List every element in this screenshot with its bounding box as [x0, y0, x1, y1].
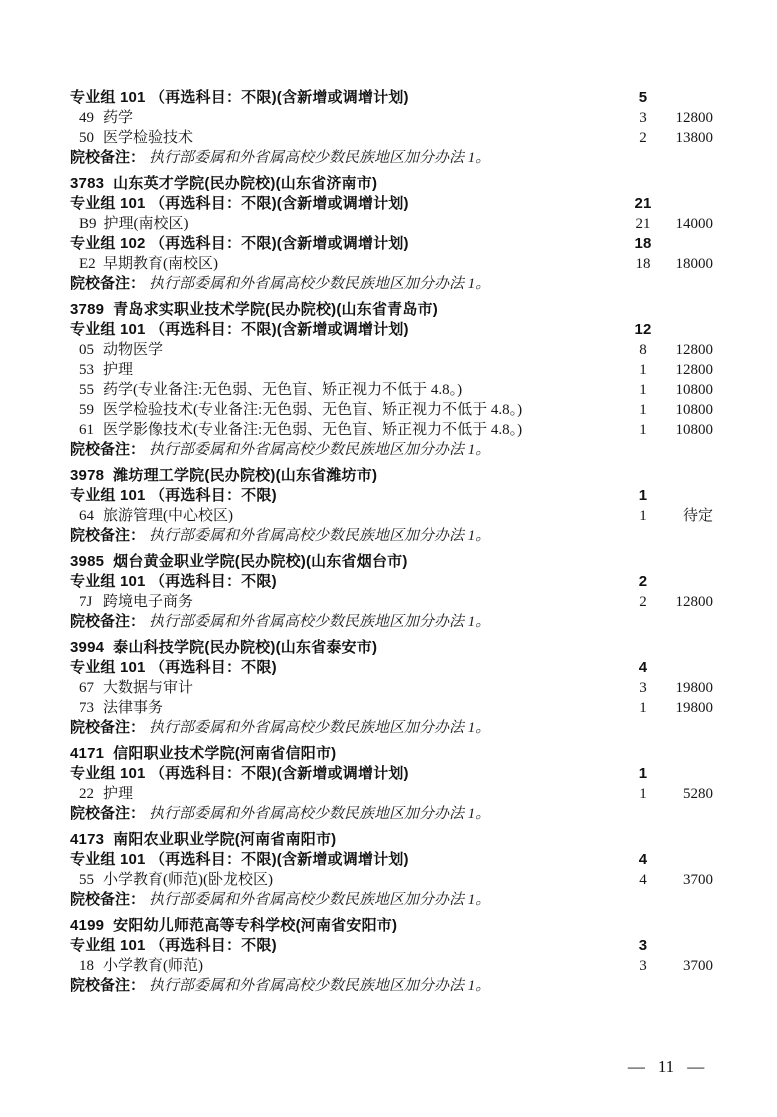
major-tuition-fee: 10800	[675, 402, 713, 418]
school-header-row	[70, 174, 715, 194]
major-name: 护理	[103, 362, 134, 378]
major-row	[70, 380, 715, 400]
major-tuition-fee: 12800	[675, 110, 713, 126]
major-name: 护理	[103, 786, 134, 802]
major-row	[70, 108, 715, 128]
group-plan-count: 2	[638, 573, 648, 590]
school-name: 安阳幼儿师范高等专科学校(河南省安阳市)	[113, 917, 398, 934]
major-name: 早期教育(南校区)	[103, 256, 218, 272]
major-code: 59	[79, 402, 94, 418]
major-row	[70, 870, 715, 890]
school-code: 3789	[70, 301, 105, 318]
major-plan-count: 1	[639, 422, 647, 438]
major-code: 53	[79, 362, 94, 378]
major-code: 7J	[79, 594, 93, 610]
school-name: 南阳农业职业学院(河南省南阳市)	[113, 831, 337, 848]
remark-label: 院校备注：	[70, 613, 146, 630]
school-remark-row	[70, 440, 715, 460]
major-row	[70, 784, 715, 804]
school-code: 4199	[70, 917, 105, 934]
group-plan-count: 21	[634, 195, 652, 212]
major-group-label: 专业组 101 （再选科目：不限)(含新增或调增计划)	[70, 195, 409, 212]
school-code: 3985	[70, 553, 105, 570]
school-name: 青岛求实职业技术学院(民办院校)(山东省青岛市)	[113, 301, 438, 318]
major-plan-count: 1	[639, 700, 647, 716]
admission-plan-list	[70, 88, 715, 996]
major-code: 73	[79, 700, 94, 716]
remark-text: 执行部委属和外省属高校少数民族地区加分办法 1。	[149, 806, 491, 822]
major-group-row	[70, 764, 715, 784]
major-group-label: 专业组 101 （再选科目：不限)	[70, 487, 277, 504]
major-name: 动物医学	[103, 342, 164, 358]
major-group-label: 专业组 101 （再选科目：不限)	[70, 659, 277, 676]
major-row	[70, 592, 715, 612]
major-tuition-fee: 19800	[675, 700, 713, 716]
major-group-label: 专业组 101 （再选科目：不限)	[70, 937, 277, 954]
major-plan-count: 2	[639, 594, 647, 610]
school-name: 山东英才学院(民办院校)(山东省济南市)	[113, 175, 378, 192]
group-plan-count: 1	[638, 487, 648, 504]
major-plan-count: 4	[639, 872, 647, 888]
major-group-label: 专业组 101 （再选科目：不限)(含新增或调增计划)	[70, 851, 409, 868]
major-group-label: 专业组 101 （再选科目：不限)(含新增或调增计划)	[70, 89, 409, 106]
major-name: 医学检验技术(专业备注:无色弱、无色盲、矫正视力不低于 4.8。)	[103, 402, 523, 418]
major-row	[70, 956, 715, 976]
major-code: 05	[79, 342, 94, 358]
school-remark-row	[70, 612, 715, 632]
major-code: 55	[79, 872, 94, 888]
school-remark-row	[70, 804, 715, 824]
remark-text: 执行部委属和外省属高校少数民族地区加分办法 1。	[149, 892, 491, 908]
major-tuition-fee: 13800	[675, 130, 713, 146]
school-header-row	[70, 466, 715, 486]
school-header-row	[70, 830, 715, 850]
major-plan-count: 21	[635, 216, 651, 232]
major-group-label: 专业组 101 （再选科目：不限)	[70, 573, 277, 590]
school-code: 3783	[70, 175, 105, 192]
major-group-label: 专业组 101 （再选科目：不限)(含新增或调增计划)	[70, 321, 409, 338]
major-name: 护理(南校区)	[103, 216, 189, 232]
group-plan-count: 18	[634, 235, 652, 252]
footer-dash-right: —	[687, 1057, 705, 1076]
remark-label: 院校备注：	[70, 275, 146, 292]
major-tuition-fee: 待定	[682, 508, 713, 524]
major-group-row	[70, 486, 715, 506]
major-plan-count: 1	[639, 362, 647, 378]
major-tuition-fee: 12800	[675, 342, 713, 358]
group-plan-count: 1	[638, 765, 648, 782]
group-plan-count: 12	[634, 321, 652, 338]
school-remark-row	[70, 274, 715, 294]
major-plan-count: 18	[635, 256, 651, 272]
major-name: 药学	[103, 110, 134, 126]
major-plan-count: 3	[639, 680, 647, 696]
school-header-row	[70, 300, 715, 320]
remark-label: 院校备注：	[70, 719, 146, 736]
school-code: 3978	[70, 467, 105, 484]
major-code: 49	[79, 110, 94, 126]
school-remark-row	[70, 890, 715, 910]
footer-dash-left: —	[627, 1057, 645, 1076]
major-row	[70, 254, 715, 274]
remark-label: 院校备注：	[70, 441, 146, 458]
major-name: 法律事务	[103, 700, 164, 716]
remark-label: 院校备注：	[70, 977, 146, 994]
remark-text: 执行部委属和外省属高校少数民族地区加分办法 1。	[149, 978, 491, 994]
school-code: 4173	[70, 831, 105, 848]
major-group-row	[70, 936, 715, 956]
school-remark-row	[70, 148, 715, 168]
major-tuition-fee: 10800	[675, 422, 713, 438]
major-tuition-fee: 3700	[683, 958, 713, 974]
major-plan-count: 1	[639, 508, 647, 524]
school-name: 烟台黄金职业学院(民办院校)(山东省烟台市)	[113, 553, 408, 570]
remark-text: 执行部委属和外省属高校少数民族地区加分办法 1。	[149, 720, 491, 736]
major-code: 50	[79, 130, 94, 146]
major-group-row	[70, 658, 715, 678]
school-code: 4171	[70, 745, 105, 762]
remark-text: 执行部委属和外省属高校少数民族地区加分办法 1。	[149, 614, 491, 630]
major-name: 医学影像技术(专业备注:无色弱、无色盲、矫正视力不低于 4.8。)	[103, 422, 523, 438]
major-group-row	[70, 320, 715, 340]
major-row	[70, 698, 715, 718]
major-row	[70, 214, 715, 234]
major-row	[70, 678, 715, 698]
group-plan-count: 4	[638, 851, 648, 868]
school-code: 3994	[70, 639, 105, 656]
school-remark-row	[70, 718, 715, 738]
major-plan-count: 1	[639, 382, 647, 398]
major-row	[70, 400, 715, 420]
major-code: B9	[79, 216, 97, 232]
major-group-label: 专业组 101 （再选科目：不限)(含新增或调增计划)	[70, 765, 409, 782]
major-plan-count: 8	[639, 342, 647, 358]
group-plan-count: 5	[638, 89, 648, 106]
major-row	[70, 420, 715, 440]
major-plan-count: 3	[639, 958, 647, 974]
major-tuition-fee: 5280	[683, 786, 713, 802]
major-code: 55	[79, 382, 94, 398]
remark-label: 院校备注：	[70, 891, 146, 908]
major-group-row	[70, 234, 715, 254]
major-group-row	[70, 88, 715, 108]
major-plan-count: 3	[639, 110, 647, 126]
major-code: 67	[79, 680, 94, 696]
group-plan-count: 3	[638, 937, 648, 954]
school-name: 泰山科技学院(民办院校)(山东省泰安市)	[113, 639, 378, 656]
major-code: 22	[79, 786, 94, 802]
major-tuition-fee: 19800	[675, 680, 713, 696]
major-tuition-fee: 18000	[675, 256, 713, 272]
major-group-row	[70, 850, 715, 870]
remark-label: 院校备注：	[70, 149, 146, 166]
major-name: 小学教育(师范)	[103, 958, 203, 974]
remark-label: 院校备注：	[70, 527, 146, 544]
major-tuition-fee: 10800	[675, 382, 713, 398]
school-remark-row	[70, 976, 715, 996]
major-code: 18	[79, 958, 94, 974]
major-plan-count: 2	[639, 130, 647, 146]
major-code: E2	[79, 256, 96, 272]
major-group-label: 专业组 102 （再选科目：不限)(含新增或调增计划)	[70, 235, 409, 252]
major-name: 大数据与审计	[103, 680, 194, 696]
major-plan-count: 1	[639, 786, 647, 802]
major-row	[70, 506, 715, 526]
major-plan-count: 1	[639, 402, 647, 418]
school-header-row	[70, 638, 715, 658]
group-plan-count: 4	[638, 659, 648, 676]
remark-text: 执行部委属和外省属高校少数民族地区加分办法 1。	[149, 276, 491, 292]
major-name: 药学(专业备注:无色弱、无色盲、矫正视力不低于 4.8。)	[103, 382, 463, 398]
school-name: 潍坊理工学院(民办院校)(山东省潍坊市)	[113, 467, 378, 484]
school-name: 信阳职业技术学院(河南省信阳市)	[113, 745, 337, 762]
major-name: 医学检验技术	[103, 130, 194, 146]
remark-text: 执行部委属和外省属高校少数民族地区加分办法 1。	[149, 442, 491, 458]
major-tuition-fee: 12800	[675, 362, 713, 378]
school-header-row	[70, 916, 715, 936]
major-tuition-fee: 14000	[675, 216, 713, 232]
page-footer	[610, 1055, 722, 1079]
school-remark-row	[70, 526, 715, 546]
major-tuition-fee: 12800	[675, 594, 713, 610]
major-group-row	[70, 194, 715, 214]
major-name: 跨境电子商务	[103, 594, 194, 610]
page-number: 11	[657, 1057, 675, 1076]
remark-text: 执行部委属和外省属高校少数民族地区加分办法 1。	[149, 150, 491, 166]
remark-label: 院校备注：	[70, 805, 146, 822]
major-code: 64	[79, 508, 94, 524]
remark-text: 执行部委属和外省属高校少数民族地区加分办法 1。	[149, 528, 491, 544]
major-row	[70, 360, 715, 380]
school-header-row	[70, 744, 715, 764]
major-row	[70, 340, 715, 360]
major-name: 旅游管理(中心校区)	[103, 508, 233, 524]
school-header-row	[70, 552, 715, 572]
major-code: 61	[79, 422, 94, 438]
major-tuition-fee: 3700	[683, 872, 713, 888]
major-row	[70, 128, 715, 148]
major-name: 小学教育(师范)(卧龙校区)	[103, 872, 273, 888]
major-group-row	[70, 572, 715, 592]
